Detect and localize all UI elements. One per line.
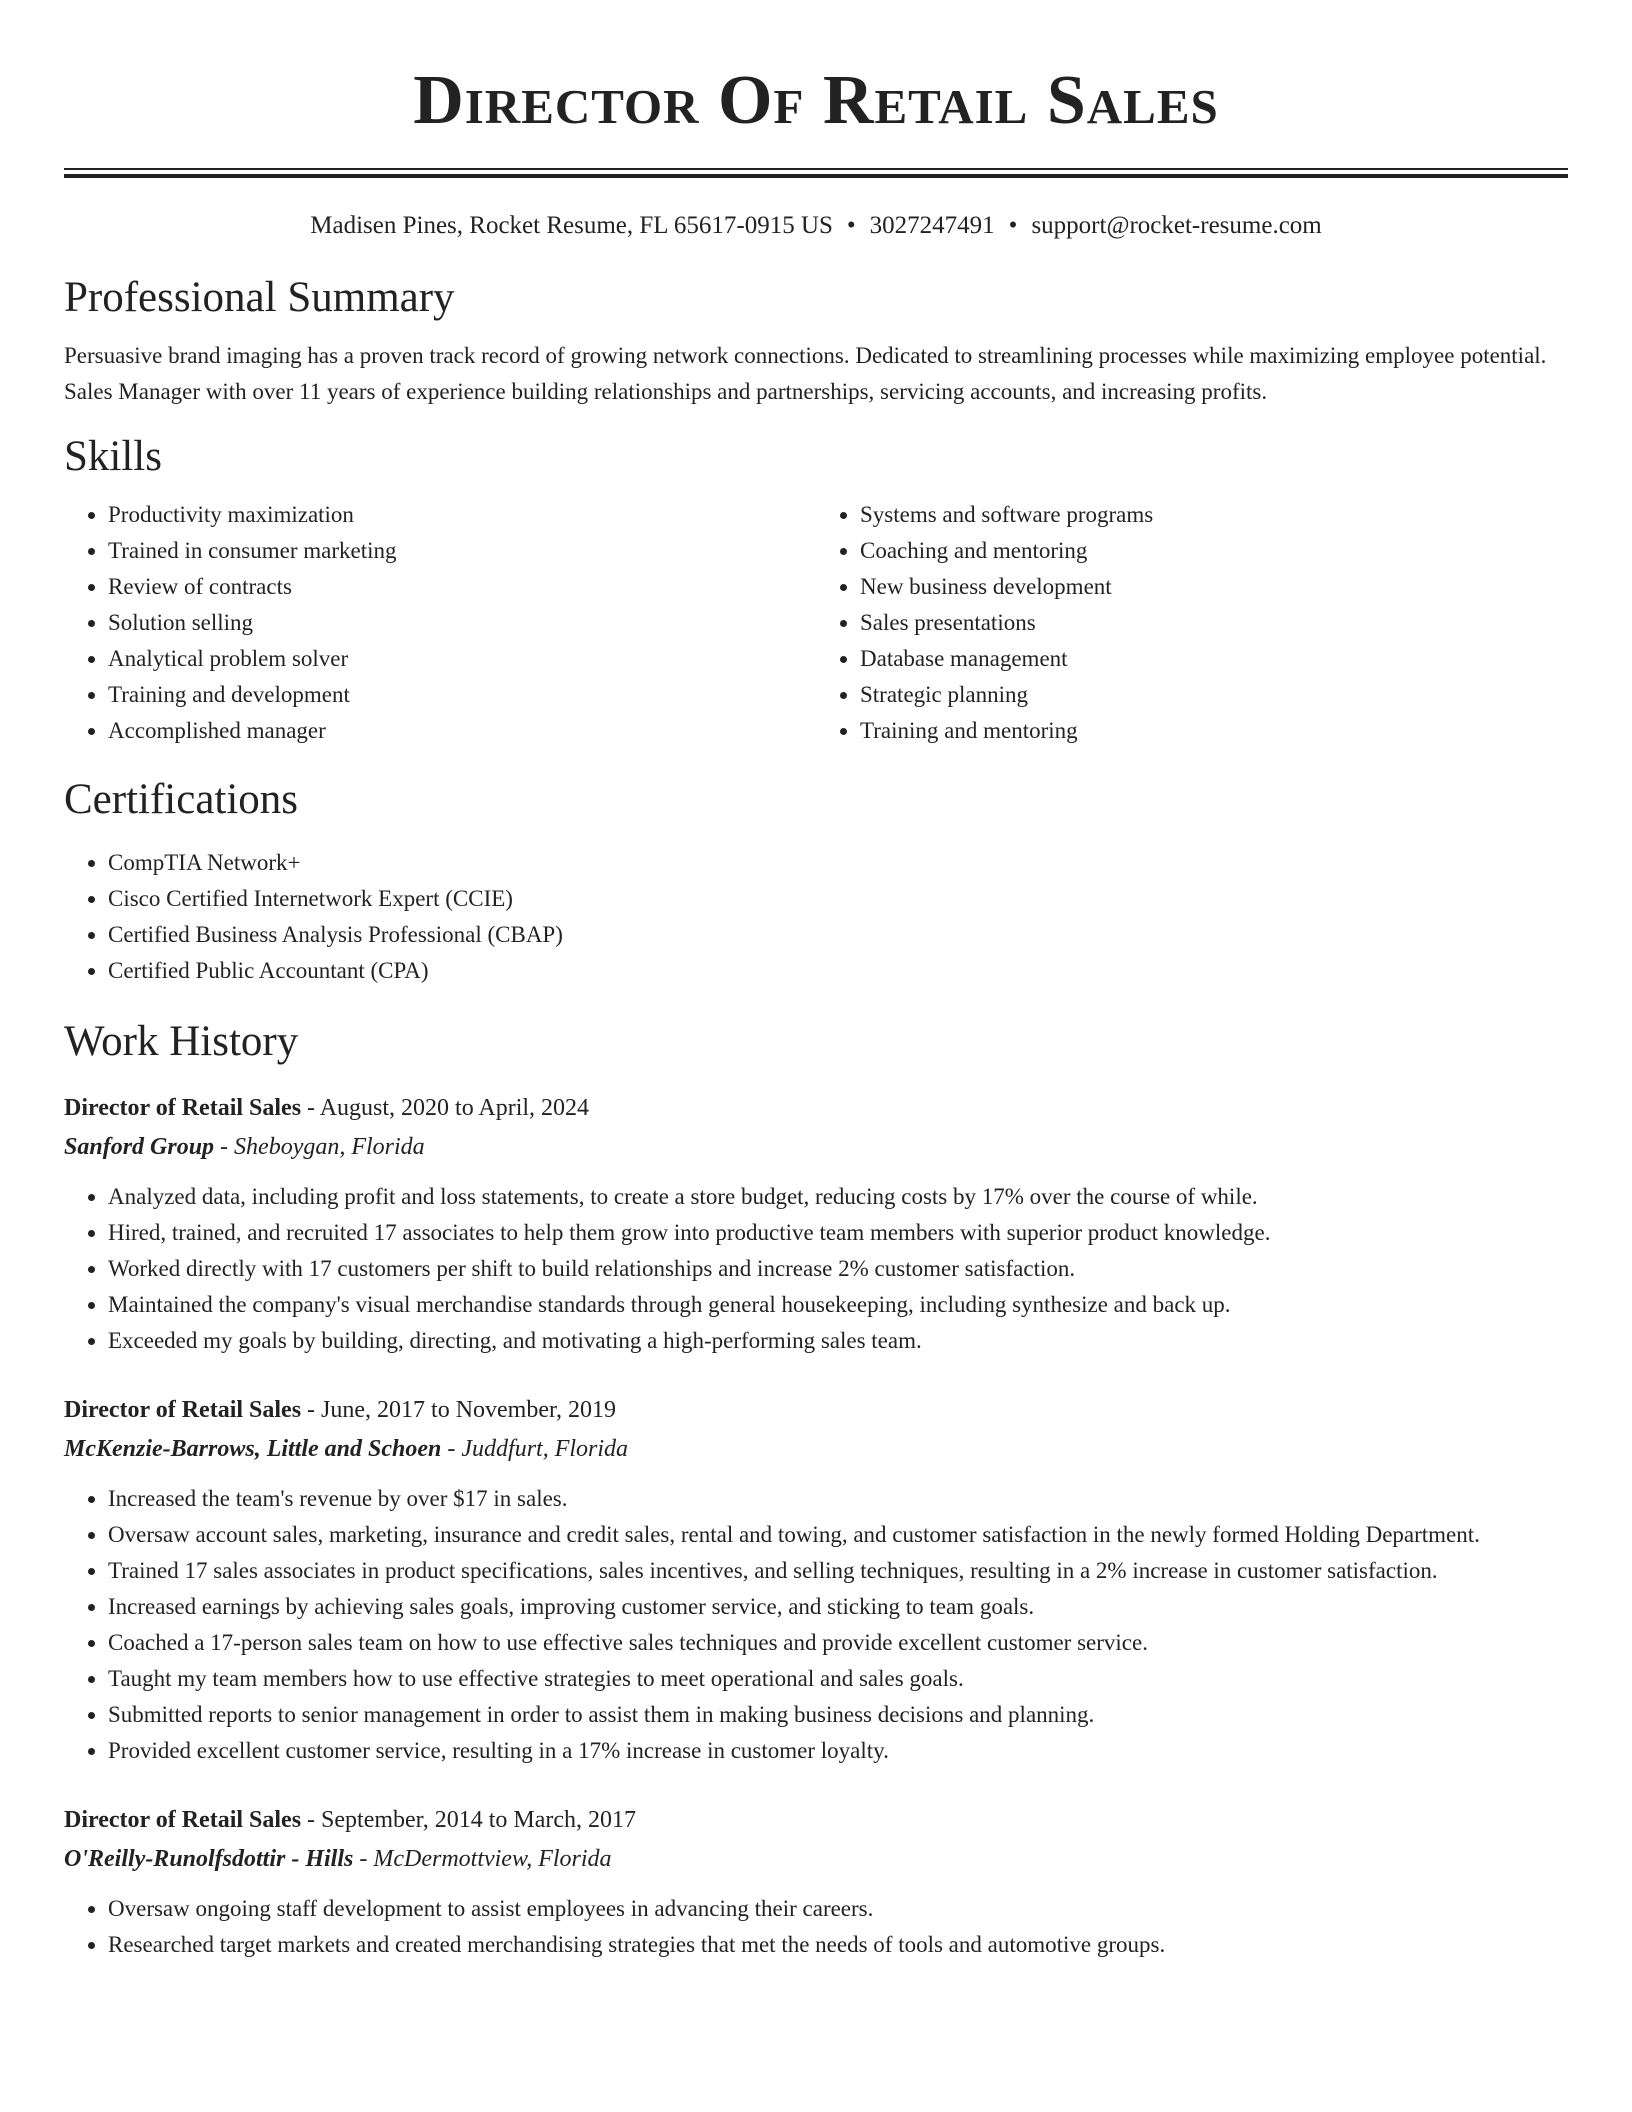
job-bullet: • Trained 17 sales associates in product specifications, sales incentives, and selling techniques, resulting in a 2% increase in customer satisfaction. (108, 1553, 1568, 1589)
job-company-line (64, 1429, 1568, 1469)
resume-page (64, 0, 1568, 1963)
skill-item: • Accomplished manager (108, 713, 816, 749)
job-location: - McDermottview, Florida (353, 1846, 612, 1872)
job-role: Director of Retail Sales (64, 1095, 302, 1121)
job-bullet: • Increased the team's revenue by over $17 in sales. (108, 1481, 1568, 1517)
job-bullet: • Taught my team members how to use effective strategies to meet operational and sales goals. (108, 1661, 1568, 1697)
skill-item: • Solution selling (108, 605, 816, 641)
skills-list (64, 497, 1568, 749)
contact-separator: • (1008, 212, 1018, 239)
skill-item: • Systems and software programs (860, 497, 1568, 533)
job-bullets (64, 1179, 1568, 1359)
job-role: Director of Retail Sales (64, 1807, 302, 1833)
skills-column-right (816, 497, 1568, 749)
job-bullet: • Increased earnings by achieving sales goals, improving customer service, and sticking to team goals. (108, 1589, 1568, 1625)
contact-email: support@rocket-resume.com (1031, 212, 1322, 239)
certification-item: • Cisco Certified Internetwork Expert (CCIE) (108, 881, 1568, 917)
job-entry (64, 1801, 1568, 1963)
job-company: Sanford Group (64, 1134, 215, 1160)
contact-phone: 3027247491 (869, 212, 995, 239)
skill-item: • Review of contracts (108, 569, 816, 605)
job-bullet: • Maintained the company's visual merchandise standards through general housekeeping, including synthesize and back up. (108, 1287, 1568, 1323)
resume-title: Director Of Retail Sales (413, 62, 1219, 139)
skills-heading: Skills (64, 433, 162, 480)
certification-item: • Certified Public Accountant (CPA) (108, 953, 1568, 989)
job-company: McKenzie-Barrows, Little and Schoen (64, 1436, 442, 1462)
job-bullet: • Oversaw ongoing staff development to assist employees in advancing their careers. (108, 1891, 1568, 1927)
job-company-line (64, 1839, 1568, 1879)
job-bullet: • Oversaw account sales, marketing, insurance and credit sales, rental and towing, and customer satisfaction in the newly formed Holding Department. (108, 1517, 1568, 1553)
certification-item: • Certified Business Analysis Professional (CBAP) (108, 917, 1568, 953)
job-header (64, 1089, 1568, 1127)
job-entry (64, 1391, 1568, 1769)
job-entry (64, 1089, 1568, 1359)
certification-item: • CompTIA Network+ (108, 845, 1568, 881)
skills-column-left (64, 497, 816, 749)
job-dates: - August, 2020 to April, 2024 (301, 1095, 590, 1121)
work-history-heading: Work History (64, 1018, 299, 1065)
job-role: Director of Retail Sales (64, 1397, 302, 1423)
summary-heading: Professional Summary (64, 274, 455, 321)
skill-item: • Strategic planning (860, 677, 1568, 713)
job-dates: - June, 2017 to November, 2019 (301, 1397, 617, 1423)
skill-item: • Trained in consumer marketing (108, 533, 816, 569)
skill-item: • Productivity maximization (108, 497, 816, 533)
job-dates: - September, 2014 to March, 2017 (301, 1807, 637, 1833)
contact-line (64, 211, 1568, 241)
job-company: O'Reilly-Runolfsdottir - Hills (64, 1846, 354, 1872)
skill-item: • Training and mentoring (860, 713, 1568, 749)
job-bullet: • Researched target markets and created merchandising strategies that met the needs of tools and automotive groups. (108, 1927, 1568, 1963)
job-location: - Juddfurt, Florida (441, 1436, 629, 1462)
job-bullet: • Coached a 17-person sales team on how to use effective sales techniques and provide excellent customer service. (108, 1625, 1568, 1661)
contact-address: Madisen Pines, Rocket Resume, FL 65617-0915 US (310, 212, 833, 239)
contact-separator: • (846, 212, 856, 239)
job-bullet: • Hired, trained, and recruited 17 associates to help them grow into productive team members with superior product knowledge. (108, 1215, 1568, 1251)
job-location: - Sheboygan, Florida (214, 1134, 425, 1160)
job-bullet: • Submitted reports to senior management in order to assist them in making business decisions and planning. (108, 1697, 1568, 1733)
job-bullets (64, 1481, 1568, 1769)
job-bullet: • Provided excellent customer service, resulting in a 17% increase in customer loyalty. (108, 1733, 1568, 1769)
skill-item: • Training and development (108, 677, 816, 713)
certifications-heading: Certifications (64, 776, 299, 823)
title-divider (64, 168, 1568, 178)
job-bullet: • Exceeded my goals by building, directing, and motivating a high-performing sales team. (108, 1323, 1568, 1359)
job-header (64, 1801, 1568, 1839)
job-bullets (64, 1891, 1568, 1963)
summary-text: Persuasive brand imaging has a proven track record of growing network connections. Dedicated to streamlining processes while maximizing employee potential. Sales Manager with over 11 years of experience building relationships and partnerships, servicing accounts, and increasing profits. (64, 343, 1547, 404)
certifications-list (64, 845, 1568, 989)
job-bullet: • Worked directly with 17 customers per shift to build relationships and increase 2% customer satisfaction. (108, 1251, 1568, 1287)
skill-item: • Analytical problem solver (108, 641, 816, 677)
skill-item: • Database management (860, 641, 1568, 677)
skill-item: • Sales presentations (860, 605, 1568, 641)
job-company-line (64, 1127, 1568, 1167)
job-bullet: • Analyzed data, including profit and loss statements, to create a store budget, reducing costs by 17% over the course of while. (108, 1179, 1568, 1215)
skill-item: • Coaching and mentoring (860, 533, 1568, 569)
skill-item: • New business development (860, 569, 1568, 605)
job-header (64, 1391, 1568, 1429)
